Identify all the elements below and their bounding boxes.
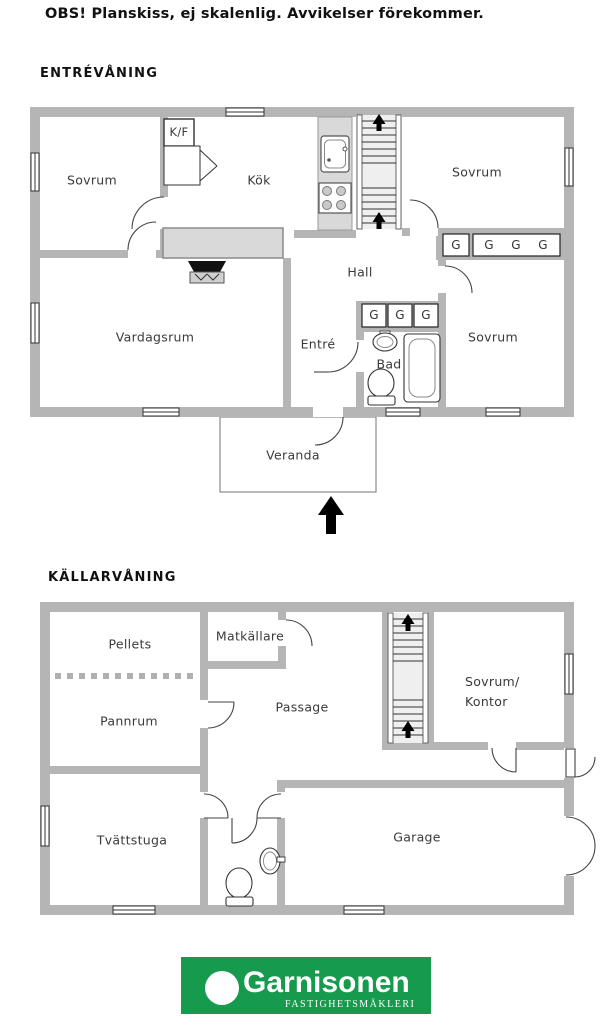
logo-tagline: FASTIGHETSMÄKLERI [285,999,416,1010]
closets-f1 [362,234,560,327]
closet-label: G [395,308,405,322]
closet-label: G [421,308,431,322]
sink-icon [321,136,349,172]
closet-label: G [369,308,379,322]
room-label-bedroom-office-line1: Sovrum/ [465,674,520,689]
room-label-bathroom: Bad [376,356,402,372]
interior-walls-f1 [40,117,564,407]
room-label-veranda: Veranda [266,447,320,463]
broker-logo [181,957,431,1014]
garage-door-opening [564,816,574,876]
closet-label: G [511,238,521,252]
wc-fixtures-f2 [226,848,285,906]
room-label-pellets: Pellets [108,636,152,652]
room-label-living-room: Vardagsrum [115,329,195,345]
room-label-bedroom-office-line2: Kontor [465,694,508,709]
closet-label: G [484,238,494,252]
logo-name: Garnisonen [243,966,410,999]
entrance-arrow [318,496,344,534]
toilet-icon [368,369,395,405]
fireplace-icon [188,261,226,283]
room-label-fridge-freezer: K/F [169,125,189,139]
kitchen-counter [318,117,352,230]
heading-entrevaning: ENTRÉVÅNING [40,66,159,81]
bathtub-icon [404,334,440,402]
interior-walls-f2 [50,612,564,905]
room-label-passage: Passage [275,699,329,715]
staircase-f1 [356,114,402,229]
room-label-food-cellar: Matkällare [215,628,285,644]
staircase-f2 [388,613,428,743]
room-label-kitchen: Kök [247,172,271,188]
room-label-hall: Hall [347,264,373,280]
closet-label: G [451,238,461,252]
room-label-boiler-room: Pannrum [100,713,158,729]
disclaimer-text: OBS! Planskiss, ej skalenlig. Avvikelser förekommer. [45,6,484,22]
logo-circle-icon [205,971,239,1005]
heading-kallarvaning: KÄLLARVÅNING [48,570,177,585]
room-label-bedroom-right: Sovrum [467,329,519,345]
room-label-garage: Garage [393,829,441,845]
windows-f1 [31,108,573,416]
stove-icon [319,183,351,213]
room-label-entry: Entré [300,336,336,352]
room-label-bedroom-top-right: Sovrum [451,164,503,180]
room-label-laundry: Tvättstuga [96,832,168,848]
toilet-icon [226,868,253,906]
kitchen-island [163,228,283,258]
closet-label: G [538,238,548,252]
room-label-bedroom-top-left: Sovrum [66,172,118,188]
washbasin-icon [373,331,397,351]
veranda-door-opening [313,407,343,417]
outer-walls-f1 [30,107,574,417]
